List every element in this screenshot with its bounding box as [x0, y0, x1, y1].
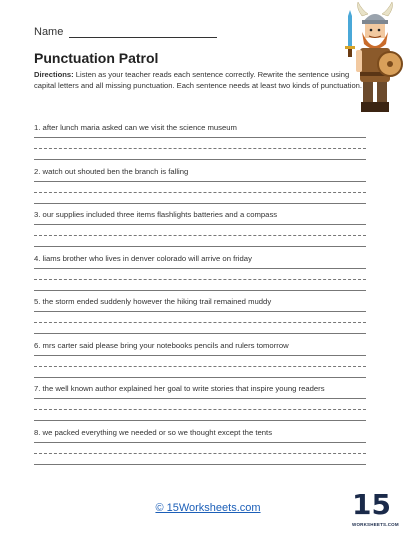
question-text: 8. we packed everything we needed or so we thought except the tents: [34, 427, 273, 437]
worksheets-logo: [352, 488, 399, 530]
directions-label: Directions:: [34, 70, 74, 79]
answer-guide-line: [34, 235, 366, 236]
directions-text: Listen as your teacher reads each sentence correctly. Rewrite the sentence using capital letters and all missing punctuation. Each sentence needs at least two kinds of punctuation.: [34, 70, 362, 90]
name-line[interactable]: [69, 27, 217, 38]
question-item: [34, 297, 366, 341]
questions-list: [34, 123, 366, 471]
answer-line[interactable]: [34, 420, 366, 421]
viking-illustration: [340, 2, 410, 120]
answer-guide-line: [34, 148, 366, 149]
question-item: [34, 341, 366, 385]
answer-guide-line: [34, 192, 366, 193]
answer-guide-line: [34, 366, 366, 367]
question-text: 4. liams brother who lives in denver colorado will arrive on friday: [34, 253, 252, 263]
answer-line[interactable]: [34, 246, 366, 247]
answer-line[interactable]: [34, 377, 366, 378]
question-item: [34, 384, 366, 428]
answer-line[interactable]: [34, 224, 366, 225]
answer-line[interactable]: [34, 159, 366, 160]
answer-line[interactable]: [34, 203, 366, 204]
question-item: [34, 428, 366, 472]
question-text: 5. the storm ended suddenly however the hiking trail remained muddy: [34, 297, 272, 306]
answer-line[interactable]: [34, 464, 366, 465]
answer-line[interactable]: [34, 290, 366, 291]
question-text: 2. watch out shouted ben the branch is falling: [34, 166, 189, 176]
directions: [34, 70, 369, 91]
answer-line[interactable]: [34, 137, 366, 138]
footer-link[interactable]: © 15Worksheets.com: [155, 502, 261, 514]
answer-line[interactable]: [34, 442, 366, 443]
logo-text: WORKSHEETS.COM: [352, 522, 399, 527]
logo-number: 15: [352, 488, 391, 521]
name-label: Name: [34, 26, 64, 38]
answer-line[interactable]: [34, 181, 366, 182]
answer-line[interactable]: [34, 268, 366, 269]
question-item: [34, 123, 366, 167]
question-text: 7. the well known author explained her goal to write stories that inspire young readers: [34, 384, 325, 393]
answer-line[interactable]: [34, 398, 366, 399]
name-field: [34, 26, 217, 38]
question-text: 1. after lunch maria asked can we visit the science museum: [34, 123, 237, 132]
answer-guide-line: [34, 279, 366, 280]
answer-guide-line: [34, 453, 366, 454]
question-item: [34, 254, 366, 298]
question-item: [34, 210, 366, 254]
answer-guide-line: [34, 322, 366, 323]
worksheet-title: Punctuation Patrol: [34, 50, 159, 66]
answer-guide-line: [34, 409, 366, 410]
question-text: 6. mrs carter said please bring your notebooks pencils and rulers tomorrow: [34, 340, 289, 350]
answer-line[interactable]: [34, 311, 366, 312]
question-item: [34, 167, 366, 211]
answer-line[interactable]: [34, 333, 366, 334]
question-text: 3. our supplies included three items flashlights batteries and a compass: [34, 210, 278, 219]
answer-line[interactable]: [34, 355, 366, 356]
